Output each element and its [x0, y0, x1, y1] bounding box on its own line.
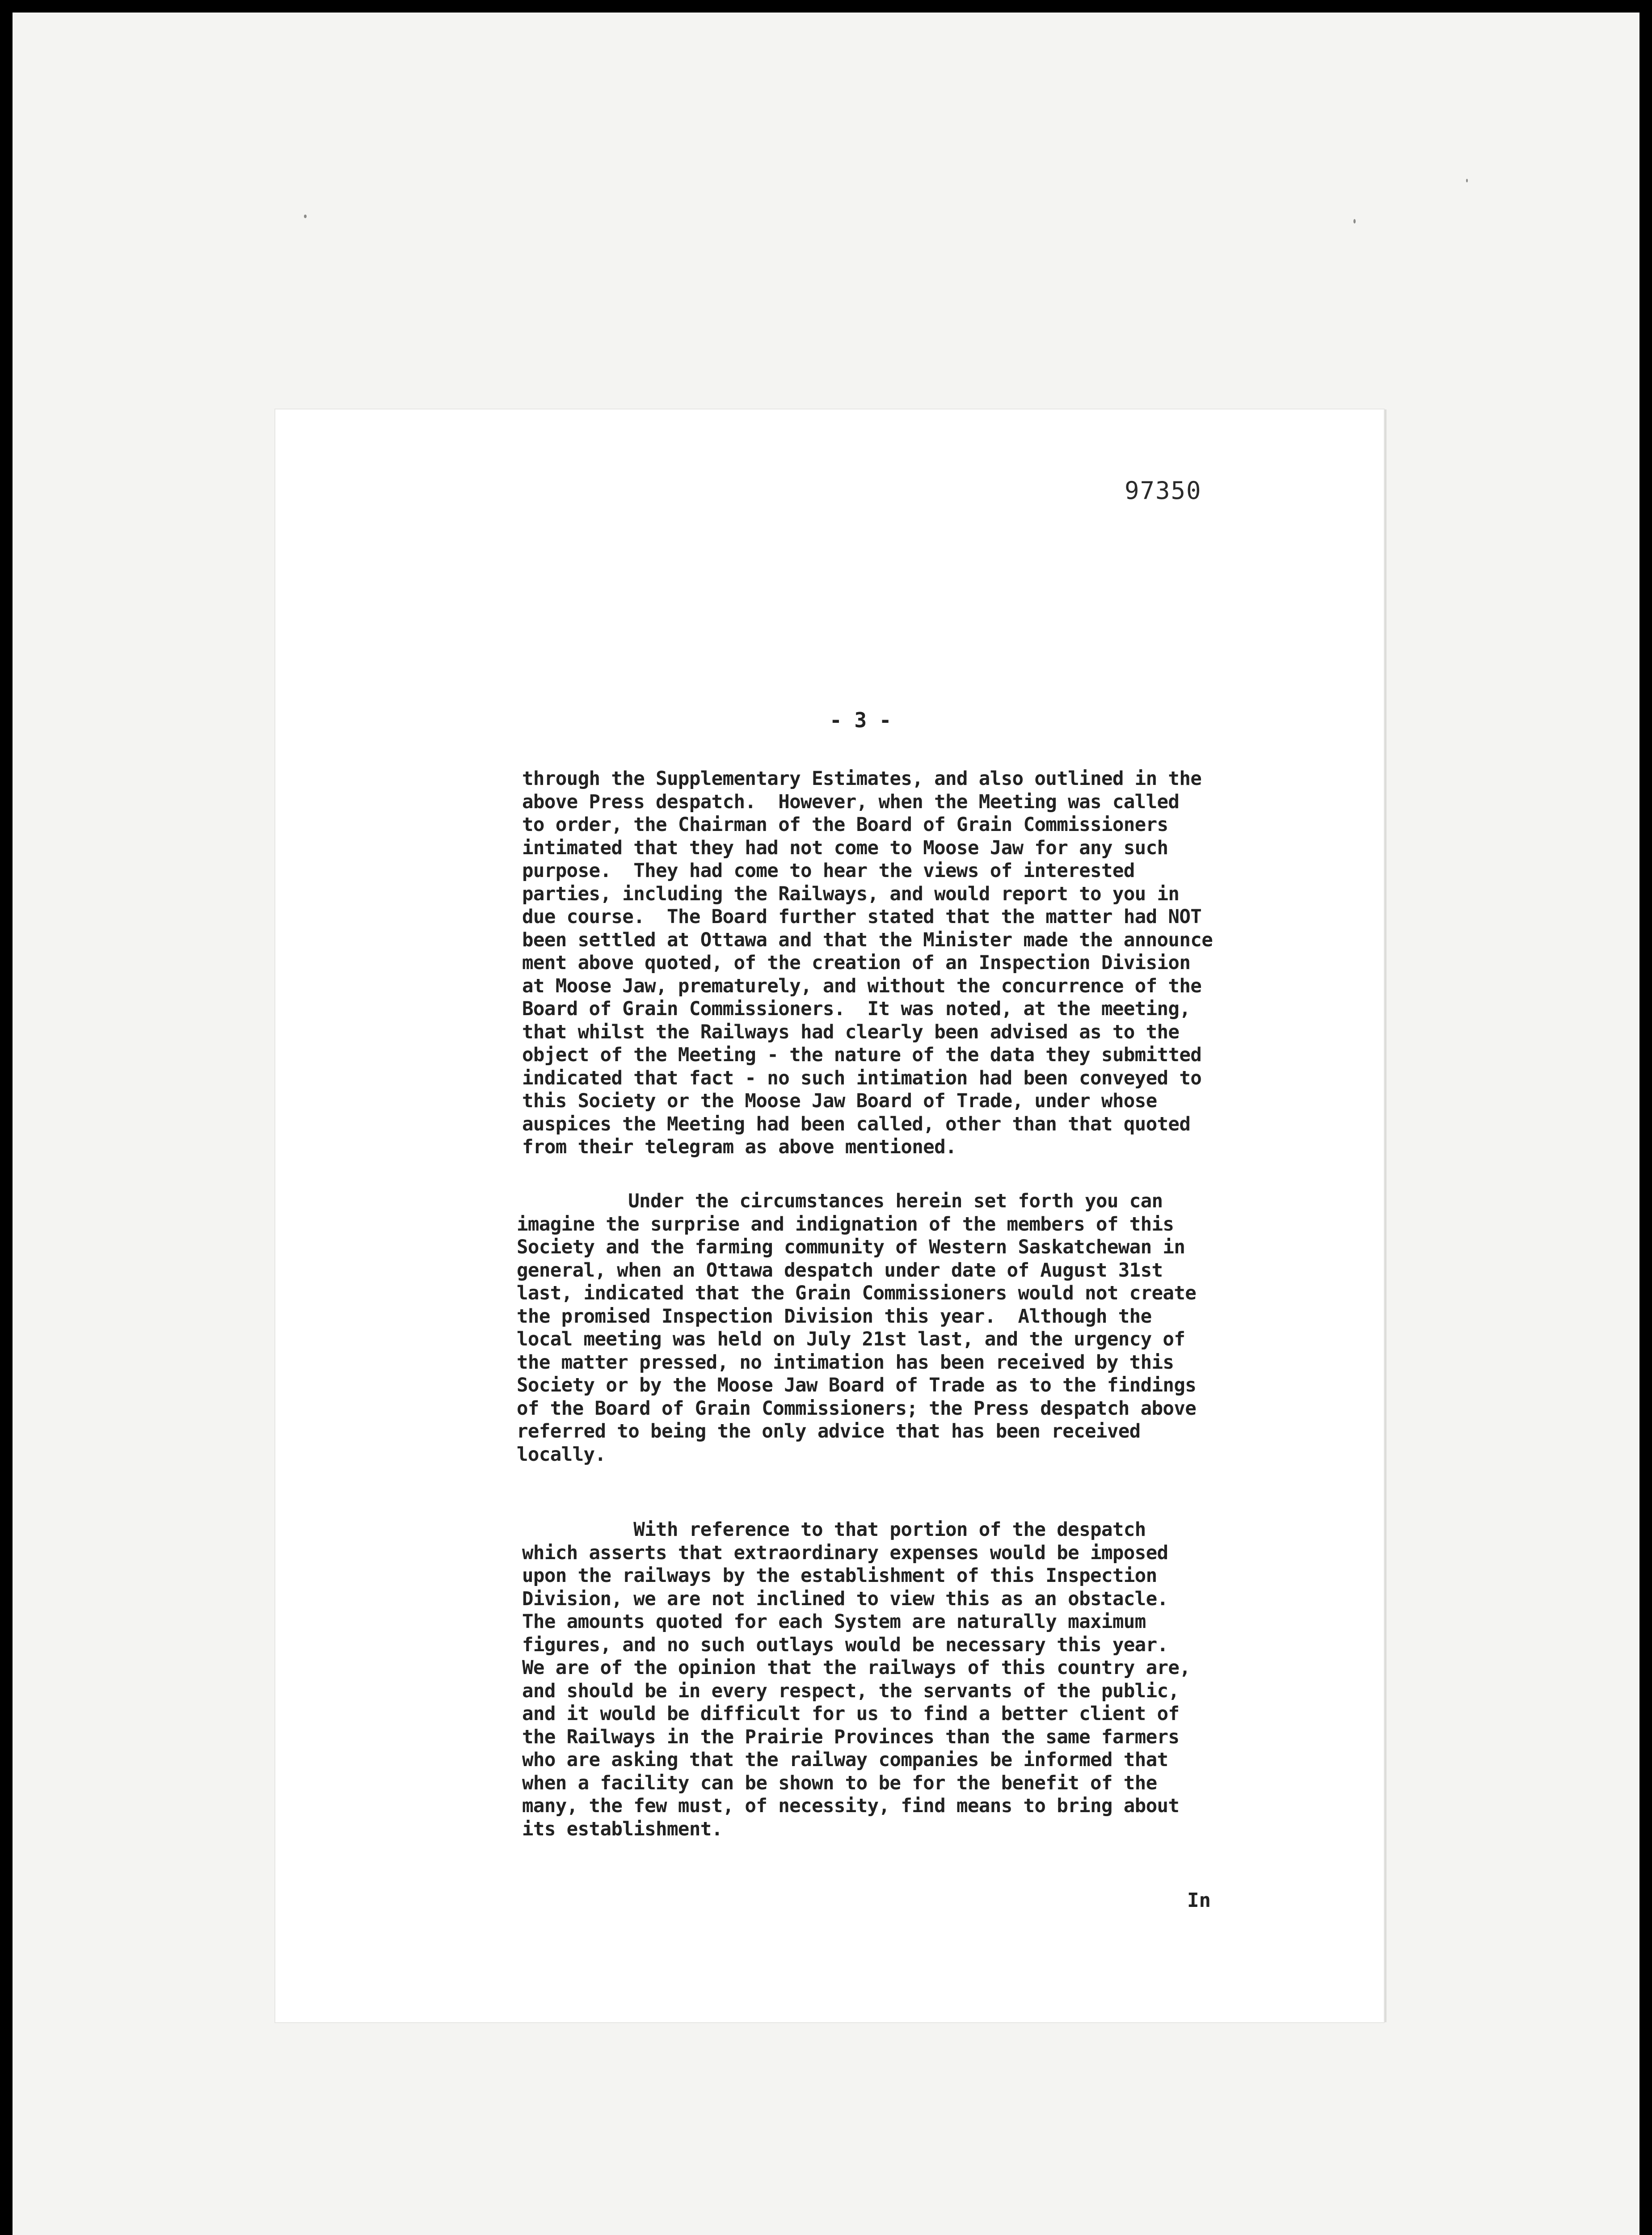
scan-speck	[1466, 179, 1468, 182]
page-number: - 3 -	[830, 708, 892, 732]
continuation-word: In	[1187, 1889, 1211, 1912]
scan-speck	[1353, 219, 1356, 224]
body-paragraph-2: Under the circumstances herein set forth you can imagine the surprise and indignation of the members of this Society and the farming community of Western Saskatchewan in general, when an Ottawa despatch under date of August 31st last, indicated that the Grain Commissioners would not create the promised Inspection Division this year. Although the local meeting was held on July 21st last, and the urgency of the matter pressed, no intimation has been received by this Society or by the Moose Jaw Board of Trade as to the findings of the Board of Grain Commissioners; the Press despatch above referred to being the only advice that has been received locally.	[517, 1190, 1197, 1465]
letter-page	[275, 409, 1384, 2022]
microfilm-frame	[13, 13, 1639, 2235]
scan-speck	[304, 215, 307, 218]
body-paragraph-3: With reference to that portion of the despatch which asserts that extraordinary expenses would be imposed upon the railways by the establishment of this Inspection Division, we are not inclined to view this as an obstacle. The amounts quoted for each System are naturally maximum figures, and no such outlays would be necessary this year. We are of the opinion that the railways of this country are, and should be in every respect, the servants of the public, and it would be difficult for us to find a better client of the Railways in the Prairie Provinces than the same farmers who are asking that the railway companies be informed that when a facility can be shown to be for the benefit of the many, the few must, of necessity, find means to bring about its establishment.	[522, 1518, 1191, 1840]
body-paragraph-1: through the Supplementary Estimates, and also outlined in the above Press despatch. However, when the Meeting was called to order, the Chairman of the Board of Grain Commissioners intimated that they had not come to Moose Jaw for any such purpose. They had come to hear the views of interested parties, including the Railways, and would report to you in due course. The Board further stated that the matter had NOT been settled at Ottawa and that the Minister made the announce ment above quoted, of the creation of an Inspection Division at Moose Jaw, prematurely, and without the concurrence of the Board of Grain Commissioners. It was noted, at the meeting, that whilst the Railways had clearly been advised as to the object of the Meeting - the nature of the data they submitted indicated that fact - no such intimation had been conveyed to this Society or the Moose Jaw Board of Trade, under whose auspices the Meeting had been called, other than that quoted from their telegram as above mentioned.	[522, 767, 1213, 1158]
document-number: 97350	[1125, 477, 1202, 505]
